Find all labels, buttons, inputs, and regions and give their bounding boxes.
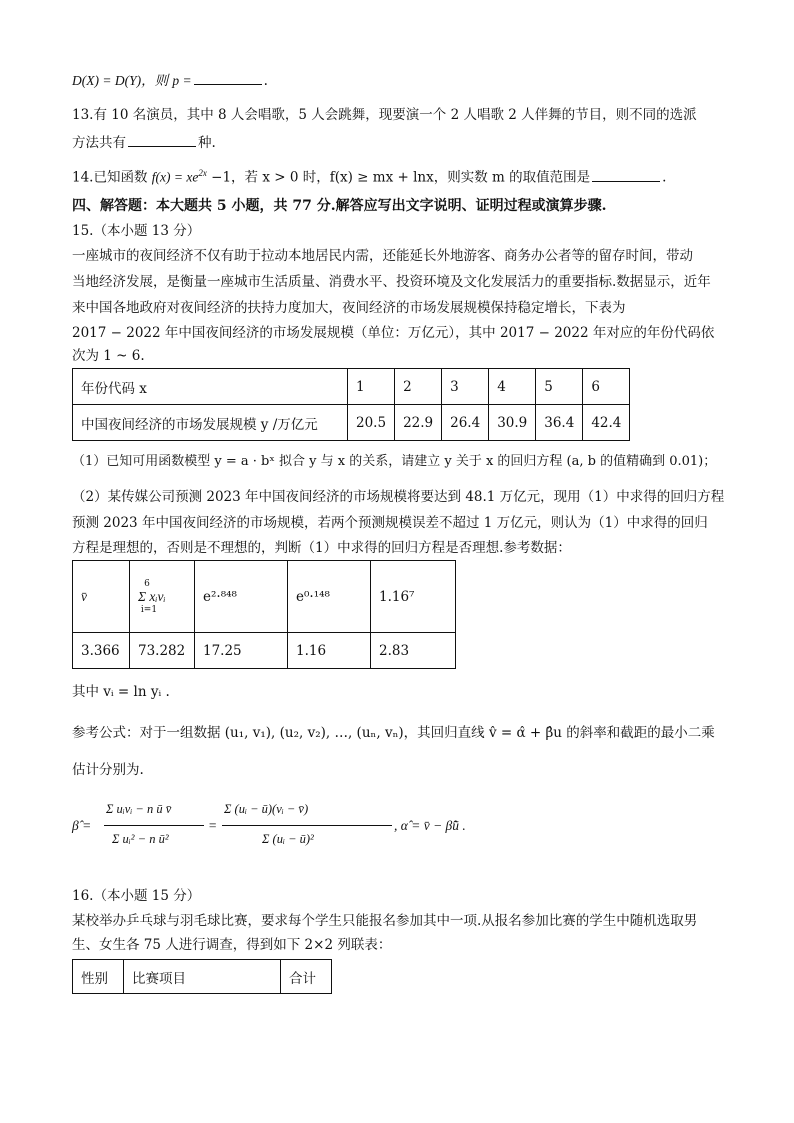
fraction2-den: Σ (uᵢ − ū)² (262, 832, 314, 846)
cell: 5 (536, 369, 583, 405)
q15-part2: （2）某传媒公司预测 2023 年中国夜间经济的市场规模将要达到 48.1 万亿元，现用（1）中求得的回归方程 (72, 489, 725, 505)
data-table (72, 368, 630, 441)
header-total: 合计 (281, 960, 332, 994)
q15-part2: 方程是理想的，否则是不理想的，判断（1）中求得的回归方程是否理想.参考数据： (72, 540, 571, 556)
cell: 73.282 (130, 633, 195, 669)
q12-tail (72, 70, 268, 91)
fraction2-num: Σ (uᵢ − ū)(vᵢ − v̄) (224, 802, 309, 816)
header-pow: 1.16⁷ (371, 561, 456, 633)
q15-para: 当地经济发展，是衡量一座城市生活质量、消费水平、投资环境及文化发展活力的重要指标.数据显示，近年 (72, 274, 711, 290)
beta-lhs: β̂ = (72, 818, 92, 833)
cell: 3.366 (73, 633, 130, 669)
cell: 20.5 (348, 405, 395, 441)
q14-exp: 2x (198, 168, 207, 178)
q15-part1: （1）已知可用函数模型 y = a · bˣ 拟合 y 与 x 的关系，请建立 y 关于 x 的回归方程 (a, b 的值精确到 0.01)； (72, 454, 717, 469)
table-row (73, 405, 630, 441)
fraction-bar (104, 825, 204, 826)
cell: 36.4 (536, 405, 583, 441)
header-event: 比赛项目 (124, 960, 281, 994)
header-gender: 性别 (73, 960, 124, 994)
q14-line (72, 163, 666, 188)
sum-bottom: i=1 (140, 604, 158, 615)
header-exp1: e²·⁸⁴⁸ (195, 561, 288, 633)
regression-formula (72, 790, 572, 870)
sum-top: 6 (144, 578, 150, 589)
table-row (73, 369, 630, 405)
cell: 30.9 (489, 405, 536, 441)
equals: = (208, 818, 218, 833)
fraction1-num: Σ uᵢvᵢ − n ū v̄ (106, 802, 172, 816)
q12-condition: D(X) = D(Y)，则 (72, 73, 169, 88)
q14-func: f(x) = xe (151, 169, 199, 185)
fraction-bar (222, 825, 392, 826)
reference-formula-intro: 参考公式：对于一组数据 (u₁, v₁), (u₂, v₂), …, (uₙ, vₙ)，其回归直线 v̂ = α̂ + β̂u 的斜率和截距的最小二乘 (72, 725, 715, 741)
q13-text: 方法共有 (72, 135, 126, 151)
period: . (263, 73, 268, 89)
q13-line2 (72, 132, 216, 153)
q15-para: 一座城市的夜间经济不仅有助于拉动本地居民内需，还能延长外地游客、商务办公者等的留存时间，带动 (72, 248, 693, 264)
alpha-formula: , α̂ = v̄ − β̂ū . (394, 818, 466, 833)
q15-part2: 预测 2023 年中国夜间经济的市场规模，若两个预测规模误差不超过 1 万亿元，则认为（1）中求得的回归 (72, 515, 708, 531)
header-sum (130, 561, 195, 633)
q16-para: 某校举办乒乓球与羽毛球比赛，要求每个学生只能报名参加其中一项.从报名参加比赛的学生中随机选取男 (72, 913, 698, 929)
header-exp2: e⁰·¹⁴⁸ (288, 561, 371, 633)
cell: 1.16 (288, 633, 371, 669)
row-label: 中国夜间经济的市场发展规模 y /万亿元 (73, 405, 348, 441)
cell: 3 (442, 369, 489, 405)
q15-heading: 15.（本小题 13 分） (72, 223, 201, 239)
cell: 4 (489, 369, 536, 405)
q13-text-end: 种. (198, 135, 216, 151)
answer-blank[interactable] (194, 70, 262, 85)
section-heading: 四、解答题：本大题共 5 小题，共 77 分.解答应写出文字说明、证明过程或演算步骤. (72, 198, 607, 214)
answer-blank[interactable] (592, 167, 660, 182)
reference-table (72, 560, 456, 669)
cell: 6 (583, 369, 630, 405)
table-row (73, 633, 456, 669)
q14-mid: −1，若 x > 0 时，f(x) ≥ mx + lnx，则实数 m 的取值范围是 (206, 169, 591, 186)
row-label: 年份代码 x (73, 369, 348, 405)
cell: 26.4 (442, 405, 489, 441)
q14-text: 14.已知函数 (72, 169, 148, 186)
cell: 2.83 (371, 633, 456, 669)
sum-expr: Σ xᵢvᵢ (138, 588, 166, 604)
cell: 22.9 (395, 405, 442, 441)
q15-para: 2017 − 2022 年中国夜间经济的市场发展规模（单位：万亿元），其中 2017 − 2022 年对应的年份代码依 (72, 325, 715, 341)
cell: 42.4 (583, 405, 630, 441)
q15-para: 来中国各地政府对夜间经济的扶持力度加大，夜间经济的市场发展规模保持稳定增长，下表为 (72, 300, 626, 316)
q15-para: 次为 1 ~ 6. (72, 348, 145, 364)
table-row (73, 960, 332, 994)
q13-line1: 13.有 10 名演员，其中 8 人会唱歌，5 人会跳舞，现要演一个 2 人唱歌 2 人伴舞的节目，则不同的选派 (72, 107, 697, 123)
reference-formula-intro: 估计分别为. (72, 762, 144, 778)
cell: 17.25 (195, 633, 288, 669)
q12-p: p = (172, 73, 192, 88)
q16-heading: 16.（本小题 15 分） (72, 888, 201, 904)
table-row (73, 561, 456, 633)
fraction1-den: Σ uᵢ² − n ū² (112, 832, 169, 846)
header-vbar: v̄ (73, 561, 130, 633)
contingency-table (72, 959, 332, 994)
cell: 2 (395, 369, 442, 405)
q14-end: . (662, 169, 667, 186)
where-note: 其中 vᵢ = ln yᵢ . (72, 684, 170, 700)
answer-blank[interactable] (128, 132, 196, 147)
cell: 1 (348, 369, 395, 405)
q16-para: 生、女生各 75 人进行调查，得到如下 2×2 列联表： (72, 937, 392, 953)
